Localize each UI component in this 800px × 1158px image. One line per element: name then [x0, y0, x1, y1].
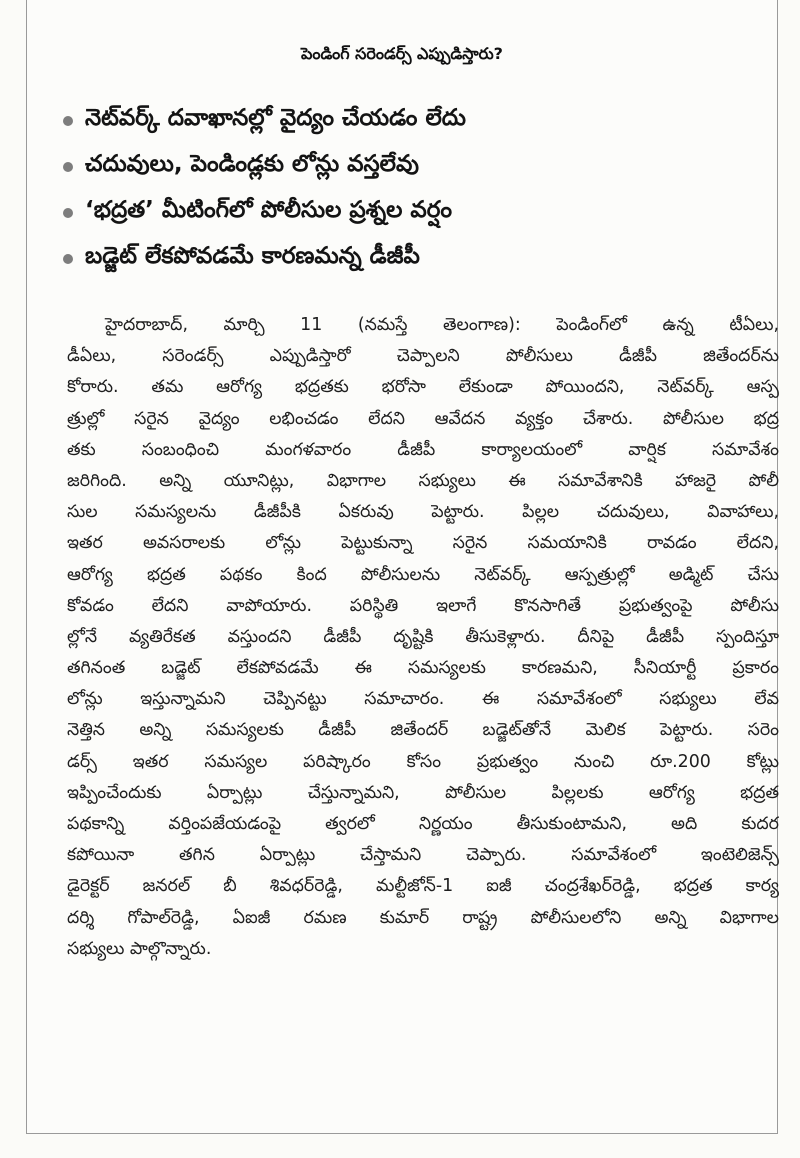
bullet-dot-icon: [63, 116, 73, 126]
bullet-text: చదువులు, పెండిండ్లకు లోన్లు వస్తలేవు: [85, 151, 419, 177]
bullet-text: బడ్జెట్ లేకపోవడమే కారణమన్న డీజీపీ: [85, 243, 420, 269]
bullet-dot-icon: [63, 162, 73, 172]
body-line: నెత్తిన అన్ని సమస్యలకు డీజీపీ జితేందర్ బడ్జెట్‌తోనే మెలిక పెట్టారు. సరెం: [67, 720, 779, 741]
bullet-item: [63, 98, 783, 144]
headline: పెండింగ్ సరెండర్స్ ఎప్పుడిస్తారు?: [301, 44, 503, 63]
body-line: జరిగింది. అన్ని యూనిట్లు, విభాగాల సభ్యులు ఈ సమావేశానికి హాజరై పోలీ: [67, 470, 779, 491]
body-line: ఆరోగ్య భద్రత పథకం కింద పోలీసులను నెట్‌వర్క్ ఆస్పత్రుల్లో అడ్మిట్ చేసు: [67, 564, 779, 585]
body-line: హైదరాబాద్, మార్చి 11 (నమస్తే తెలంగాణ): పెండింగ్‌లో ఉన్న టీఏలు,: [105, 315, 779, 335]
body-line: కోరారు. తమ ఆరోగ్య భద్రతకు భరోసా లేకుండా పోయిందని, నెట్‌వర్క్ ఆస్ప: [67, 377, 779, 398]
bullet-text: నెట్‌వర్క్ దవాఖానల్లో వైద్యం చేయడం లేదు: [85, 105, 466, 131]
body-line: లోన్లు ఇస్తున్నామని చెప్పినట్టు సమాచారం. ఈ సమావేశంలో సభ్యులు లేవ: [67, 689, 779, 710]
body-line: డీఏలు, సరెండర్స్ ఎప్పుడిస్తారో చెప్పాలని పోలీసులు డీజీపీ జితేందర్‌ను: [67, 346, 779, 367]
body-line: ల్లోనే వ్యతిరేకత వస్తుందని డీజీపీ దృష్టికి తీసుకెళ్లారు. దీనిపై డీజీపీ స్పందిస్తూ: [67, 626, 779, 647]
bullet-dot-icon: [63, 254, 73, 264]
bullet-text: ‘భద్రత’ మీటింగ్‌లో పోలీసుల ప్రశ్నల వర్షం: [85, 197, 453, 223]
body-line: సభ్యులు పాల్గొన్నారు.: [67, 938, 212, 959]
article-clipping: [26, 0, 778, 1134]
bullet-item: [63, 144, 783, 190]
body-line: సుల సమస్యలను డీజీపీకి ఏకరువు పెట్టారు. పిల్లల చదువులు, వివాహాలు,: [67, 502, 779, 523]
body-line: తగినంత బడ్జెట్ లేకపోవడమే ఈ సమస్యలకు కారణమని, సీనియార్టీ ప్రకారం: [67, 658, 779, 679]
body-line: కోవడం లేదని వాపోయారు. పరిస్థితి ఇలాగే కొనసాగితే ప్రభుత్వంపై పోలీసు: [67, 595, 779, 616]
bullet-item: [63, 236, 783, 282]
body-line: త్రుల్లో సరైన వైద్యం లభించడం లేదని ఆవేదన వ్యక్తం చేశారు. పోలీసుల భద్ర: [67, 408, 779, 429]
bullet-dot-icon: [63, 208, 73, 218]
body-line: ఇప్పించేందుకు ఏర్పాట్లు చేస్తున్నామని, పోలీసుల పిల్లలకు ఆరోగ్య భద్రత: [67, 782, 779, 803]
body-line: డర్స్ ఇతర సమస్యల పరిష్కారం కోసం ప్రభుత్వం నుంచి రూ.200 కోట్లు: [67, 751, 779, 772]
body-line: పథకాన్ని వర్తింపజేయడంపై త్వరలో నిర్ణయం తీసుకుంటామని, అది కుదర: [67, 814, 779, 834]
article-body: [67, 310, 779, 965]
body-line: కపోయినా తగిన ఏర్పాట్లు చేస్తామని చెప్పారు. సమావేశంలో ఇంటెలిజెన్స్: [67, 845, 779, 866]
body-line: తకు సంబంధించి మంగళవారం డీజీపీ కార్యాలయంలో వార్షిక సమావేశం: [67, 439, 779, 460]
bullet-item: [63, 190, 783, 236]
body-line: ఇతర అవసరాలకు లోన్లు పెట్టుకున్నా సరైన సమయానికి రావడం లేదని,: [67, 533, 779, 554]
body-line: దర్శి గోపాల్‌రెడ్డి, ఏఐజీ రమణ కుమార్ రాష్ట్ర పోలీసులలోని అన్ని విభాగాల: [67, 907, 779, 928]
bullet-list: [63, 98, 783, 282]
body-line: డైరెక్టర్ జనరల్ బీ శివధర్‌రెడ్డి, మల్టీజోన్-1 ఐజీ చంద్రశేఖర్‌రెడ్డి, భద్రత కార్య: [67, 876, 779, 897]
